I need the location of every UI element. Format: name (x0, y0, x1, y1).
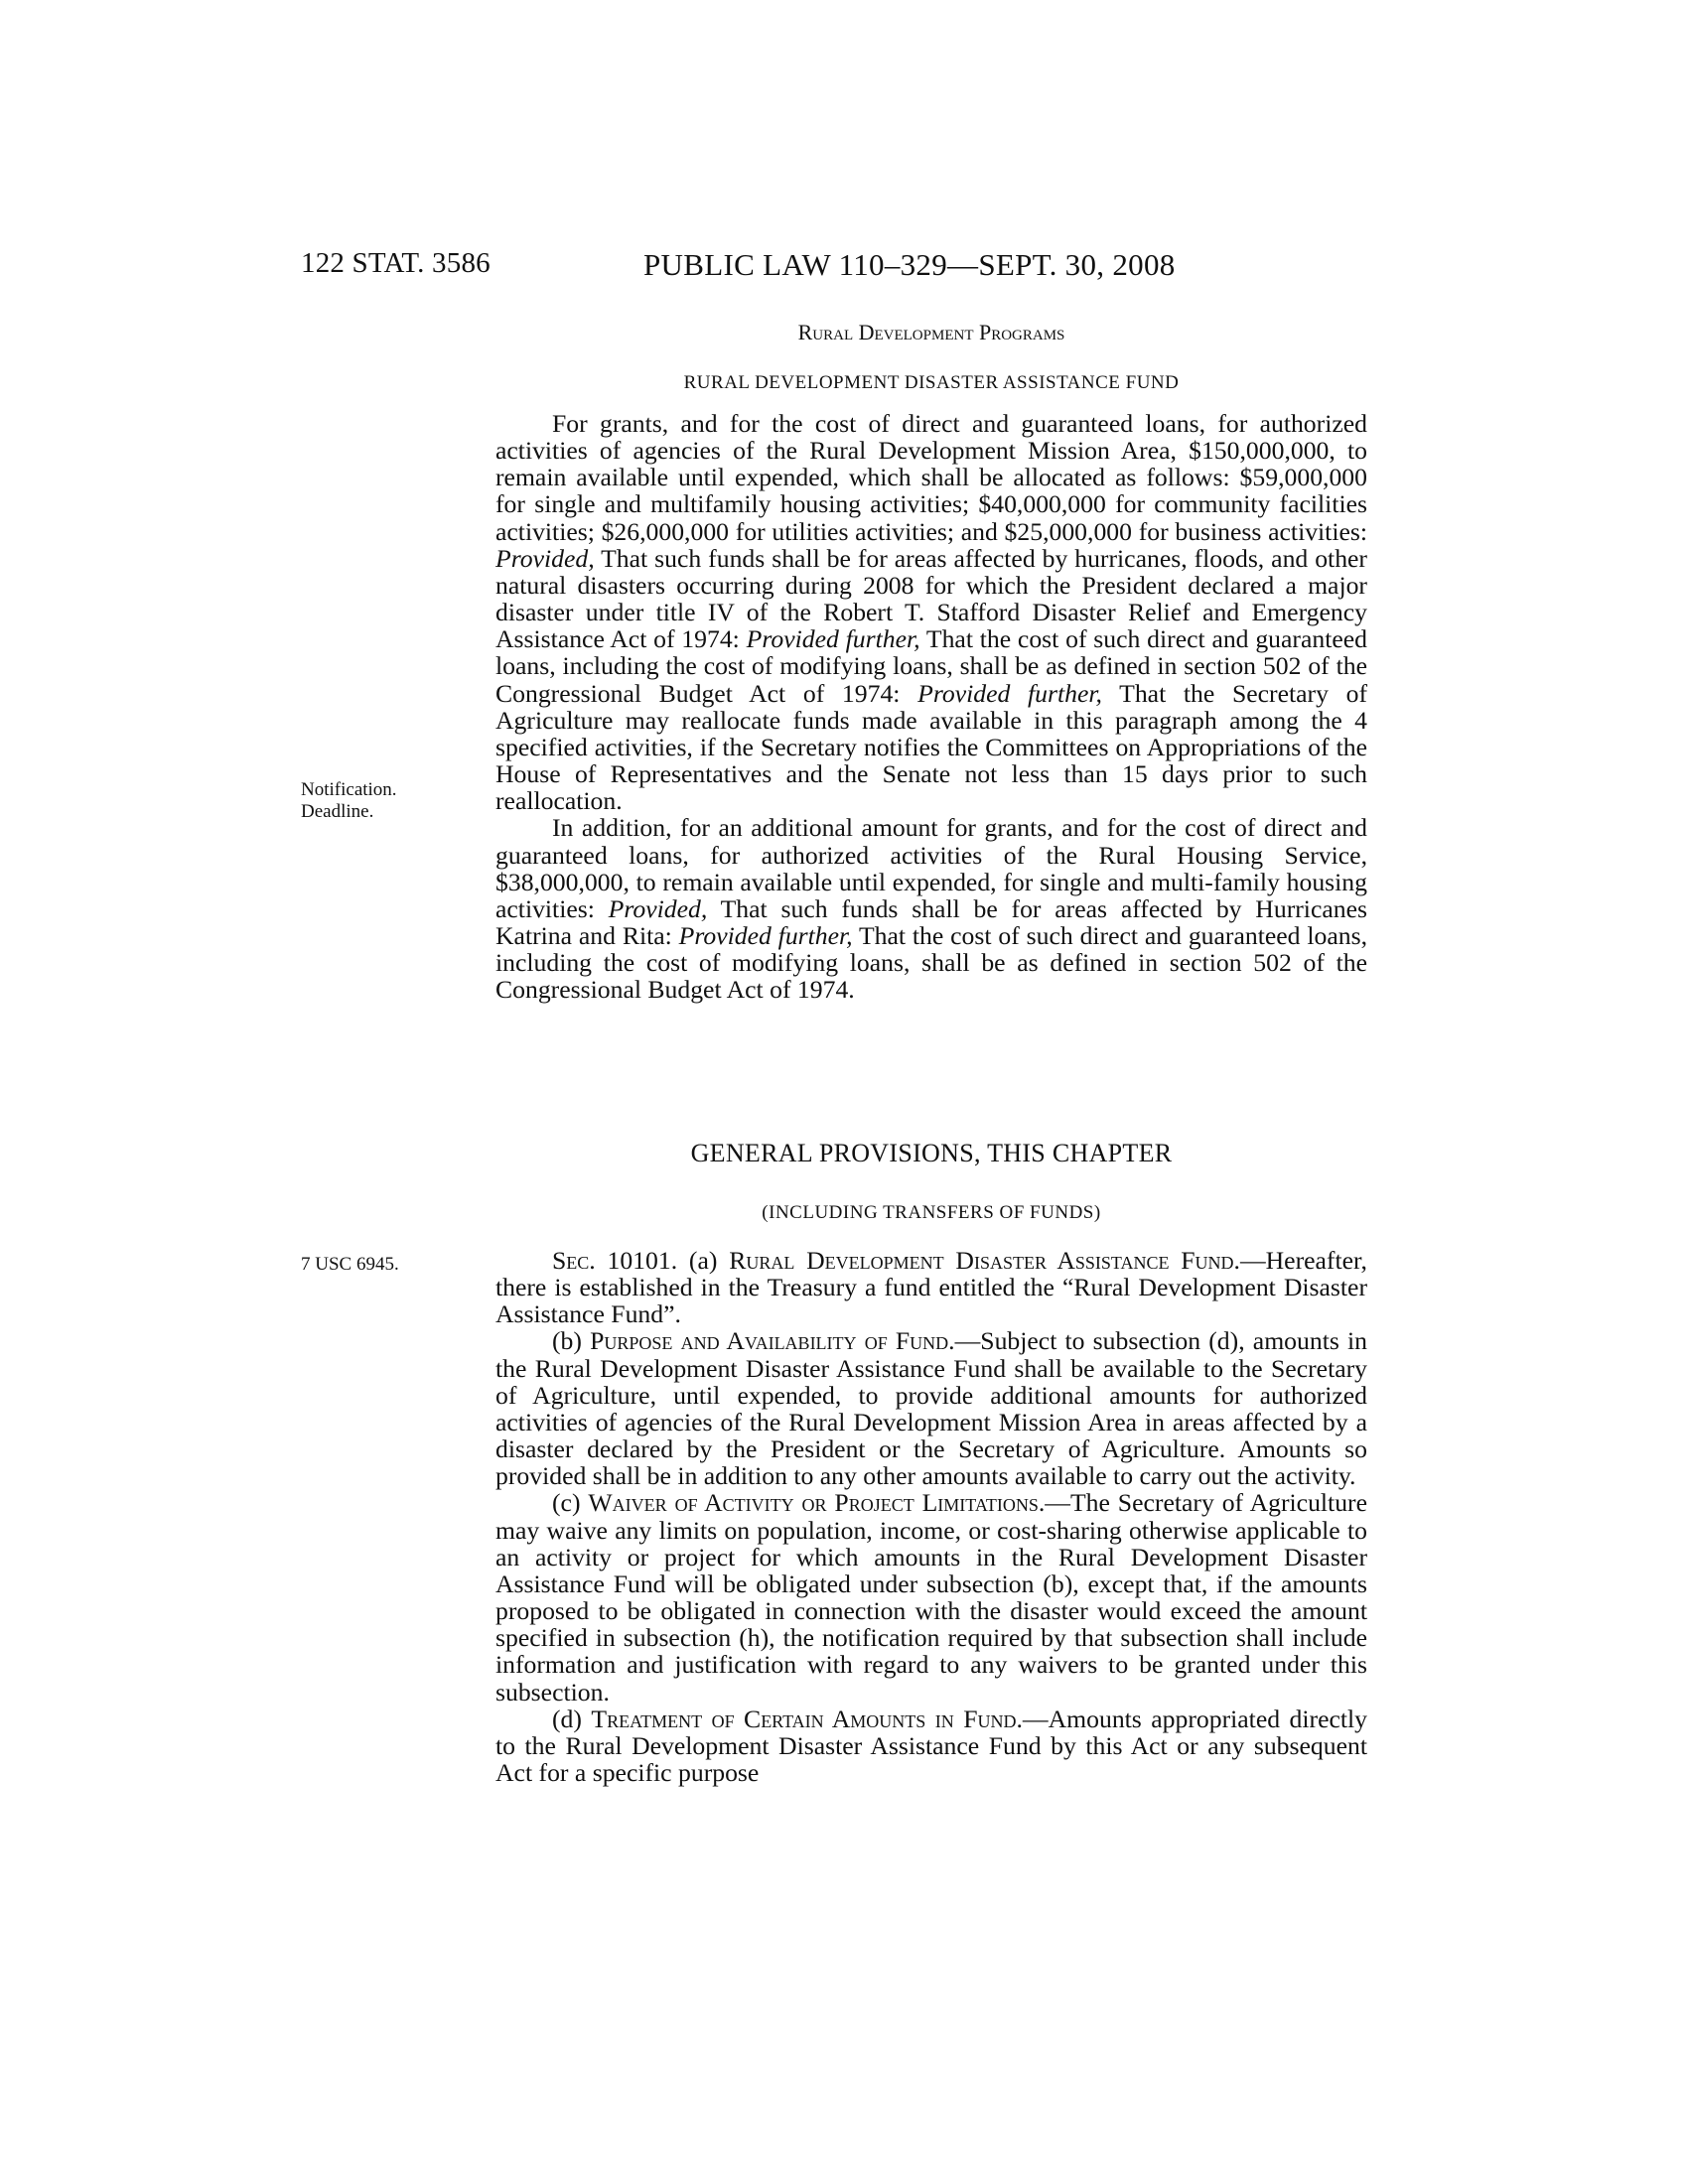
margin-note-usc-citation: 7 USC 6945. (301, 1254, 399, 1275)
subsection-a: Sec. 10101. (a) Rural Development Disaster Assistance Fund.—Hereafter, there is established in the Treasury a fund entitled the “Rural Development Disaster Assistance Fund”. (495, 1246, 1367, 1329)
margin-note-deadline-label: Deadline. (301, 801, 374, 822)
subsection-c: (c) Waiver of Activity or Project Limitations.—The Secretary of Agriculture may waive any limits on population, income, or cost-sharing otherwise applicable to an activity or project for which amounts in the Rural Development Disaster Assistance Fund will be obligated under subsection (b), except that, if the amounts proposed to be obligated in connection with the disaster would exceed the amount specified in subsection (h), the notification required by that subsection shall include information and justification with regard to any waivers to be granted under this subsection. (495, 1488, 1367, 1706)
margin-note-notification-label: Notification. (301, 779, 397, 800)
fund-paragraph-1: For grants, and for the cost of direct and guaranteed loans, for authorized activities of agencies of the Rural Development Mission Area, $150,000,000, to remain available until expended, which shall be allocated as follows: $59,000,000 for single and multifamily housing activities; $40,000,000 for community facilities activities; $26,000,000 for utilities activities; and $25,000,000 for business activities: Provided, That such funds shall be for areas affected by hurricanes, floods, and other natural disasters occurring during 2008 for which the President declared a major disaster under title IV of the Robert T. Stafford Disaster Relief and Emergency Assistance Act of 1974: Provided further, That the cost of such direct and guaranteed loans, including the cost of modifying loans, shall be as defined in section 502 of the Congressional Budget Act of 1974: Provided further, That the Secretary of Agriculture may reallocate funds made available in this paragraph among the 4 specified activities, if the Secretary notifies the Committees on Appropriations of the House of Representatives and the Senate not less than 15 days prior to such reallocation. (495, 409, 1367, 816)
fund-paragraph-2: In addition, for an additional amount for grants, and for the cost of direct and guaranteed loans, for authorized activities of the Rural Housing Service, $38,000,000, to remain available until expended, for single and multi-family housing activities: Provided, That such funds shall be for areas affected by Hurricanes Katrina and Rita: Provided further, That the cost of such direct and guaranteed loans, including the cost of modifying loans, shall be as defined in section 502 of the Congressional Budget Act of 1974. (495, 813, 1367, 1005)
subsection-d: (d) Treatment of Certain Amounts in Fund.—Amounts appropriated directly to the Rural Development Disaster Assistance Fund by this Act or any subsequent Act for a specific purpose (495, 1704, 1367, 1787)
section-10101-text (495, 1247, 1367, 1786)
stat-page-number: 122 STAT. 3586 (301, 247, 491, 279)
heading-general-provisions: GENERAL PROVISIONS, THIS CHAPTER (690, 1139, 1173, 1167)
heading-rural-development-programs: Rural Development Programs (797, 320, 1065, 344)
subsection-b: (b) Purpose and Availability of Fund.—Subject to subsection (d), amounts in the Rural Development Disaster Assistance Fund shall be available to the Secretary of Agriculture, until expended, to provide additional amounts for authorized activities of agencies of the Rural Development Mission Area in areas affected by a disaster declared by the President or the Secretary of Agriculture. Amounts so provided shall be in addition to any other amounts available to carry out the activity. (495, 1326, 1367, 1491)
heading-including-transfers: (INCLUDING TRANSFERS OF FUNDS) (762, 1202, 1101, 1223)
fund-appropriation-text (495, 410, 1367, 1003)
heading-disaster-assistance-fund: RURAL DEVELOPMENT DISASTER ASSISTANCE FUND (683, 372, 1180, 393)
margin-note-notification (301, 779, 397, 823)
running-header: PUBLIC LAW 110–329—SEPT. 30, 2008 (643, 247, 1176, 282)
